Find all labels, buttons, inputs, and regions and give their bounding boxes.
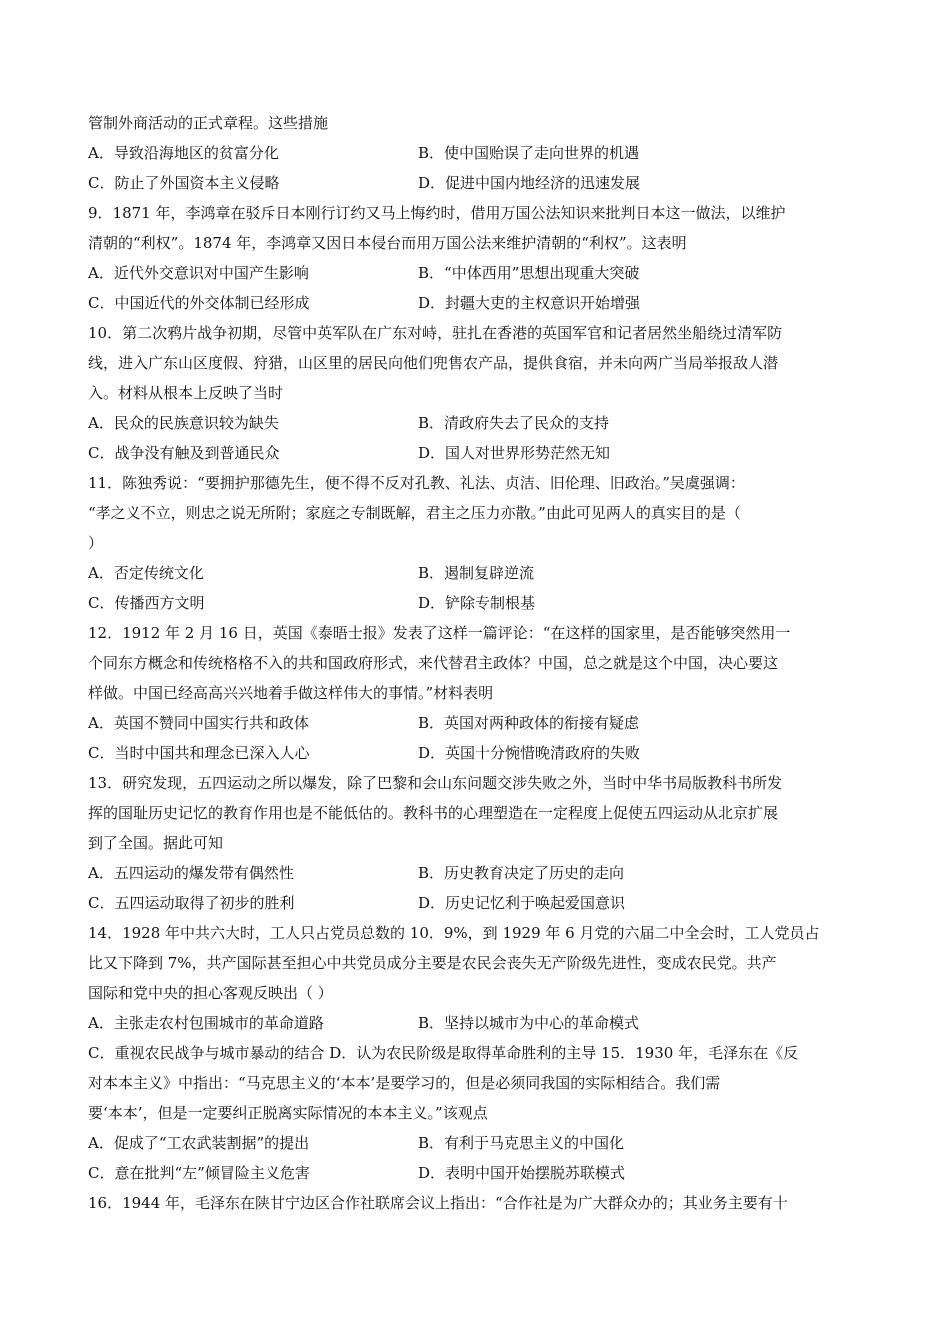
q9-option-c: C．中国近代的外交体制已经形成: [88, 294, 310, 312]
q10-option-b: B．清政府失去了民众的支持: [418, 414, 610, 432]
q8-option-b: B．使中国贻误了走向世界的机遇: [418, 144, 640, 162]
q14-stem-line: 14．1928 年中共六大时，工人只占党员总数的 10．9%，到 1929 年 6 月党的六届二中全会时，工人党员占: [88, 924, 820, 942]
q9-option-d: D．封疆大吏的主权意识开始增强: [418, 294, 641, 312]
q8-option-d: D．促进中国内地经济的迅速发展: [418, 174, 641, 192]
q15-options-row-2: [88, 1158, 864, 1188]
q13-options-row-2: [88, 888, 864, 918]
q13-stem-line: 到了全国。据此可知: [88, 834, 224, 852]
q15-stem-line: 对本本主义》中指出：“马克思主义的‘本本’是要学习的，但是必须同我国的实际相结合。我们需: [88, 1074, 721, 1092]
q13-option-d: D．历史记忆利于唤起爱国意识: [418, 894, 626, 912]
q11-option-c: C．传播西方文明: [88, 594, 205, 612]
q8-option-c: C．防止了外国资本主义侵略: [88, 174, 280, 192]
q9-option-b: B．“中体西用”思想出现重大突破: [418, 264, 640, 282]
q14-stem-line: 比又下降到 7%，共产国际甚至担心中共党员成分主要是农民会丧失无产阶级先进性，变成农民党。共产: [88, 954, 777, 972]
q9-options-row-2: [88, 288, 864, 318]
q12-option-a: A．英国不赞同中国实行共和政体: [88, 714, 309, 732]
q8-option-a: A．导致沿海地区的贫富分化: [88, 144, 279, 162]
q12-stem-line: 个同东方概念和传统格格不入的共和国政府形式，来代替君主政体？中国，总之就是这个中国，决心要这: [88, 654, 779, 672]
q15-options-row-1: [88, 1128, 864, 1158]
q10-option-c: C．战争没有触及到普通民众: [88, 444, 280, 462]
q11-stem-line: “孝之义不立，则忠之说无所附；家庭之专制既解，君主之压力亦散。”由此可见两人的真实目的是（: [88, 504, 741, 522]
q12-stem-line: 12．1912 年 2 月 16 日，英国《泰晤士报》发表了这样一篇评论：“在这样的国家里，是否能够突然用一: [88, 624, 791, 642]
q12-options-row-1: [88, 708, 864, 738]
q11-stem-line: ）: [88, 534, 104, 552]
q10-options-row-1: [88, 408, 864, 438]
q12-option-c: C．当时中国共和理念已深入人心: [88, 744, 310, 762]
q11-option-d: D．铲除专制根基: [418, 594, 536, 612]
q9-stem-line: 清朝的“利权”。1874 年，李鸿章又因日本侵台而用万国公法来维护清朝的“利权”。这表明: [88, 234, 687, 252]
q13-stem-line: 13．研究发现，五四运动之所以爆发，除了巴黎和会山东问题交涉失败之外，当时中华书局版教科书所发: [88, 774, 783, 792]
q8-options-row-2: [88, 168, 864, 198]
q15-stem-line: 要‘本本’，但是一定要纠正脱离实际情况的本本主义。”该观点: [88, 1104, 488, 1122]
q10-option-d: D．国人对世界形势茫然无知: [418, 444, 611, 462]
q15-option-d: D．表明中国开始摆脱苏联模式: [418, 1164, 626, 1182]
q10-stem-line: 10．第二次鸦片战争初期，尽管中英军队在广东对峙，驻扎在香港的英国军官和记者居然坐船绕过清军防: [88, 324, 783, 342]
q10-stem-line: 线，进入广东山区度假、狩猎，山区里的居民向他们兜售农产品，提供食宿，并未向两广当局举报敌人潜: [88, 354, 779, 372]
q11-stem-line: 11．陈独秀说：“要拥护那德先生，便不得不反对孔教、礼法、贞洁、旧伦理、旧政治。”吴虞强调：: [88, 474, 745, 492]
q14-options-cd-q15-start: C．重视农民战争与城市暴动的结合 D．认为农民阶级是取得革命胜利的主导 15．1930 年，毛泽东在《反: [88, 1044, 799, 1062]
q13-option-c: C．五四运动取得了初步的胜利: [88, 894, 295, 912]
q11-options-row-2: [88, 588, 864, 618]
q12-stem-line: 样做。中国已经高高兴兴地着手做这样伟大的事情。”材料表明: [88, 684, 494, 702]
q14-option-a: A．主张走农村包围城市的革命道路: [88, 1014, 324, 1032]
q10-options-row-2: [88, 438, 864, 468]
q13-option-b: B．历史教育决定了历史的走向: [418, 864, 625, 882]
q15-option-c: C．意在批判“左”倾冒险主义危害: [88, 1164, 310, 1182]
q8-stem-line: 管制外商活动的正式章程。这些措施: [88, 114, 329, 132]
q10-stem-line: 入。材料从根本上反映了当时: [88, 384, 284, 402]
q12-option-b: B．英国对两种政体的衔接有疑虑: [418, 714, 640, 732]
q9-stem-line: 9．1871 年，李鸿章在驳斥日本刚行订约又马上悔约时，借用万国公法知识来批判日本这一做法，以维护: [88, 204, 786, 222]
q15-option-b: B．有利于马克思主义的中国化: [418, 1134, 625, 1152]
q12-option-d: D．英国十分惋惜晚清政府的失败: [418, 744, 641, 762]
q13-stem-line: 挥的国耻历史记忆的教育作用也是不能低估的。教科书的心理塑造在一定程度上促使五四运动从北京扩展: [88, 804, 779, 822]
q14-stem-line: 国际和党中央的担心客观反映出（ ）: [88, 984, 333, 1002]
q14-options-row-1: [88, 1008, 864, 1038]
q8-options-row-1: [88, 138, 864, 168]
q9-option-a: A．近代外交意识对中国产生影响: [88, 264, 309, 282]
q14-option-b: B．坚持以城市为中心的革命模式: [418, 1014, 640, 1032]
q13-options-row-1: [88, 858, 864, 888]
q11-option-b: B．遏制复辟逆流: [418, 564, 535, 582]
q16-stem-line: 16．1944 年，毛泽东在陕甘宁边区合作社联席会议上指出：“合作社是为广大群众办的；其业务主要有十: [88, 1194, 788, 1212]
q15-option-a: A．促成了“工农武装割据”的提出: [88, 1134, 310, 1152]
q11-options-row-1: [88, 558, 864, 588]
q9-options-row-1: [88, 258, 864, 288]
q13-option-a: A．五四运动的爆发带有偶然性: [88, 864, 294, 882]
q10-option-a: A．民众的民族意识较为缺失: [88, 414, 279, 432]
exam-page: [88, 108, 864, 1218]
q11-option-a: A．否定传统文化: [88, 564, 204, 582]
q12-options-row-2: [88, 738, 864, 768]
